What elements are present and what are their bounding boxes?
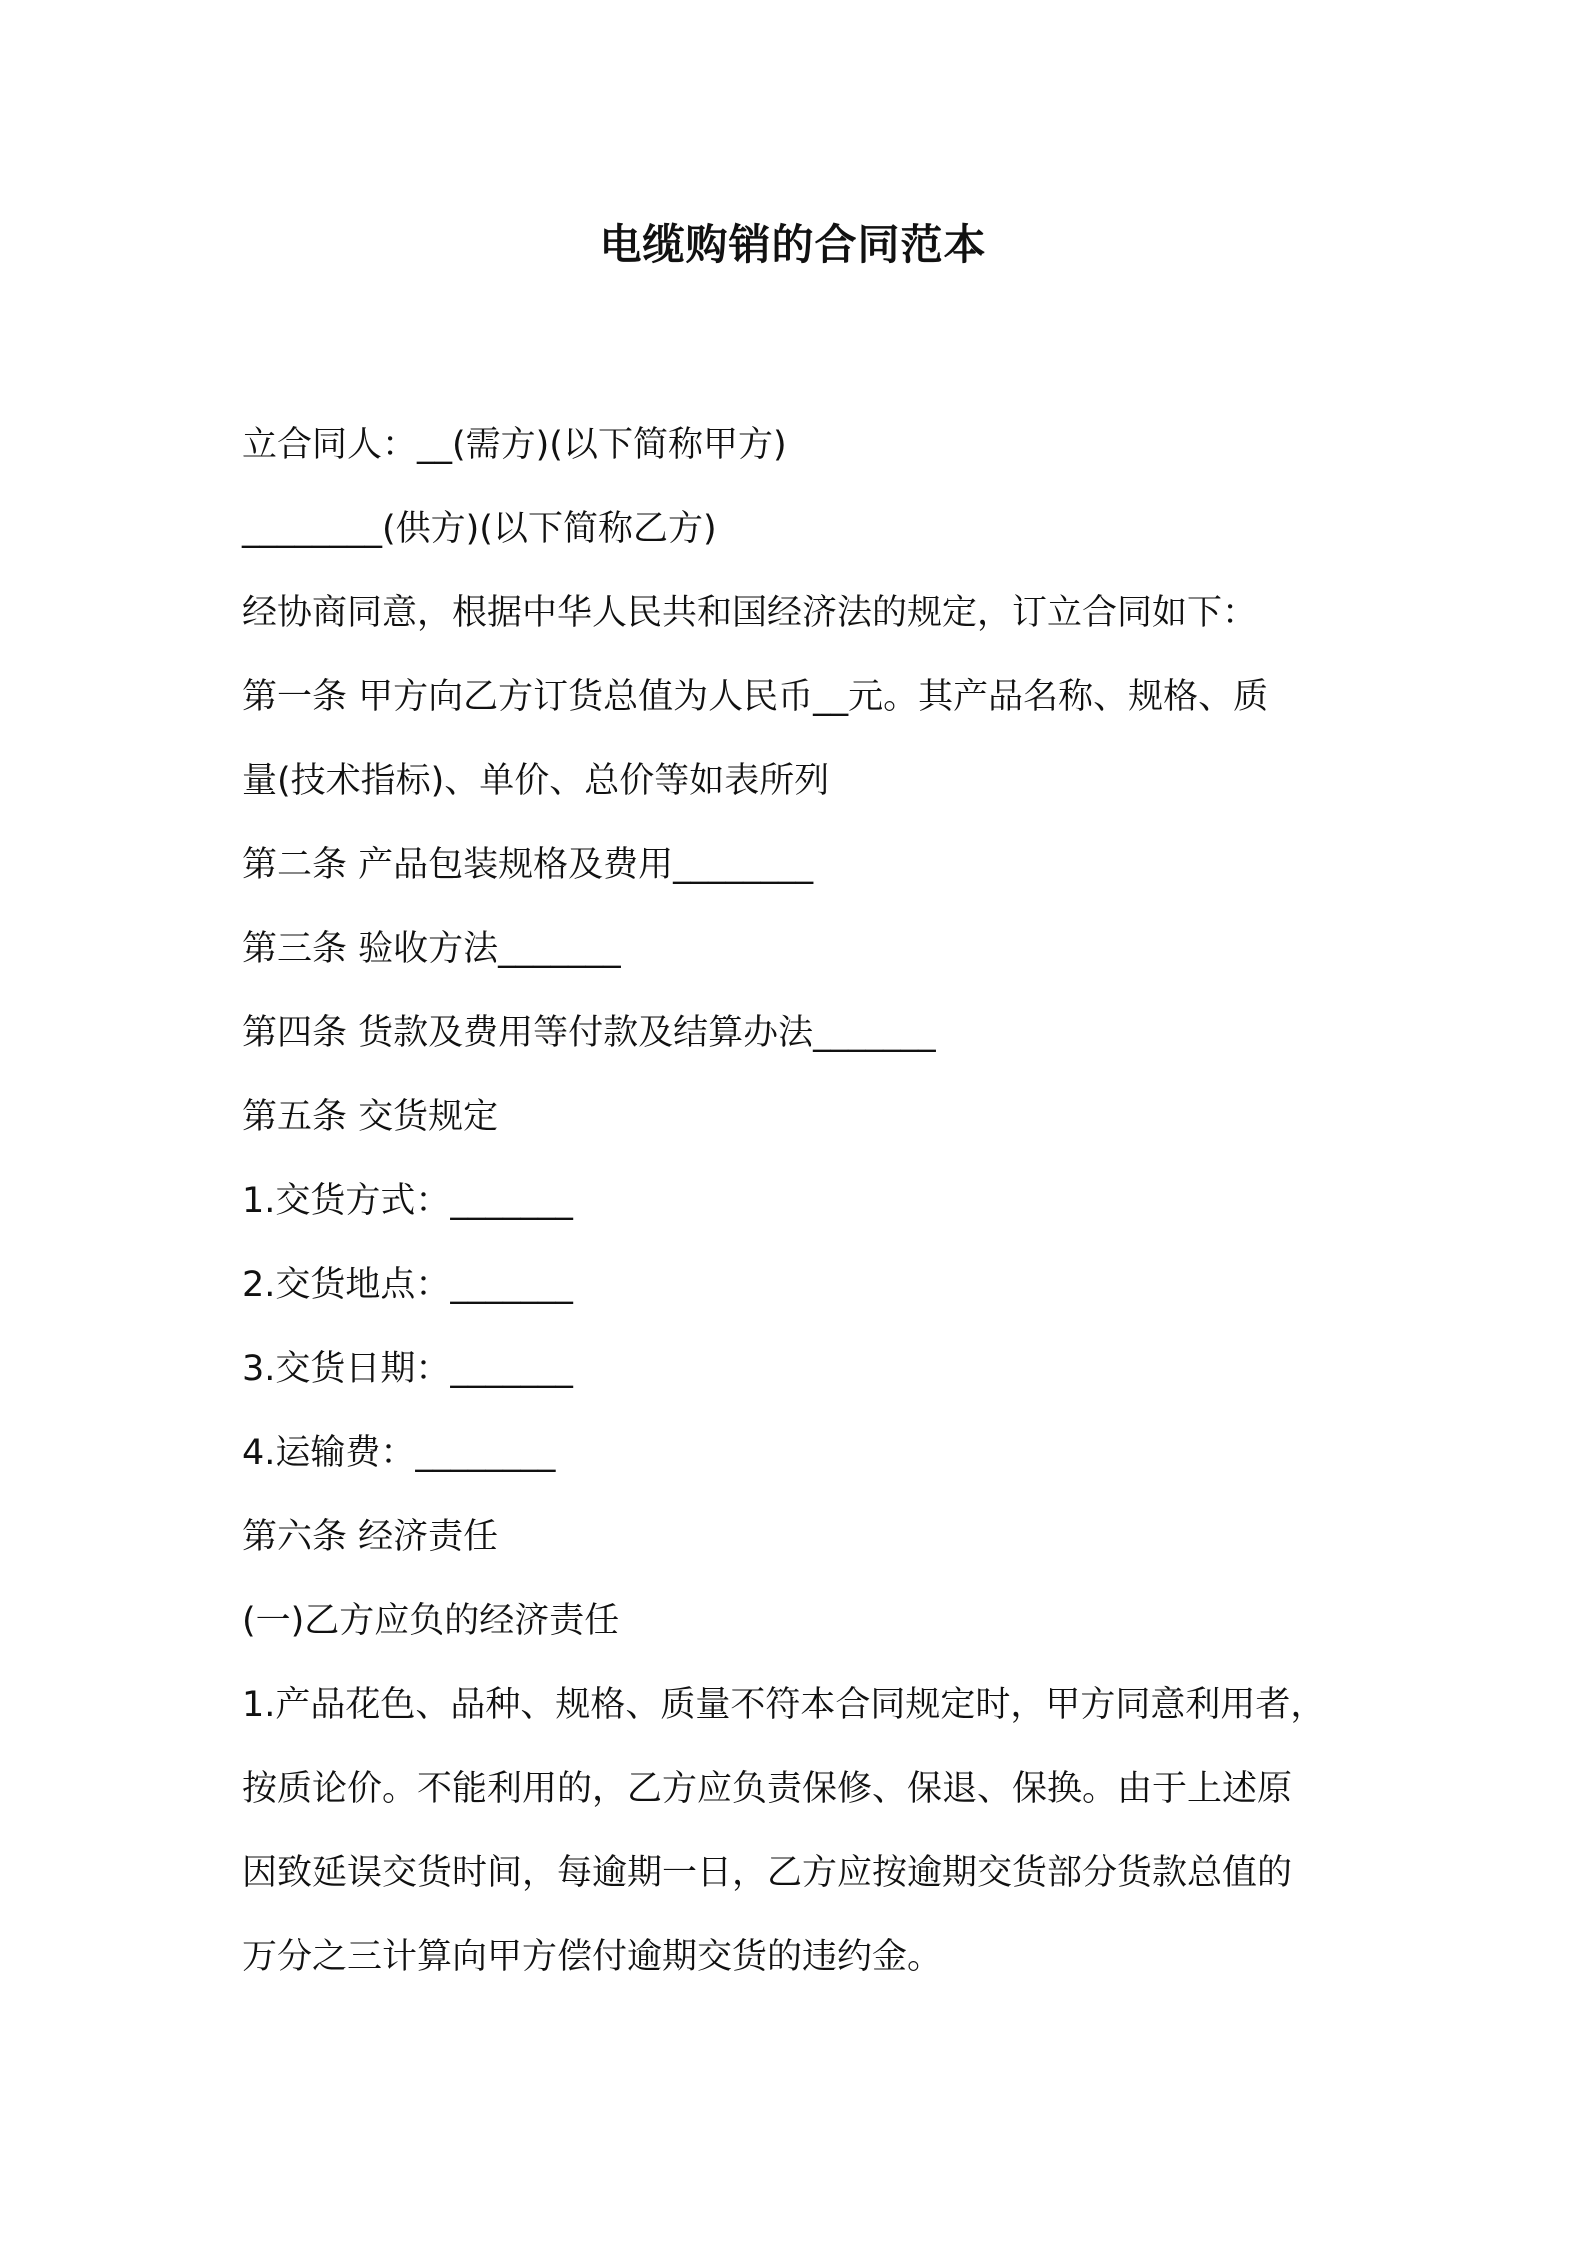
responsibility-clause-line-2: 按质论价。不能利用的，乙方应负责保修、保退、保换。由于上述原 (242, 1769, 1293, 1809)
article-6-heading: 第六条 经济责任 (242, 1517, 499, 1557)
responsibility-clause-line-1: 1.产品花色、品种、规格、质量不符本合同规定时，甲方同意利用者， (242, 1685, 1326, 1725)
article-4-line: 第四条 货款及费用等付款及结算办法_______ (242, 1013, 936, 1053)
delivery-date-line: 3.交货日期：_______ (242, 1349, 573, 1389)
article-3-line: 第三条 验收方法_______ (242, 929, 621, 969)
article-5-heading: 第五条 交货规定 (242, 1097, 499, 1137)
party-b-line: ________(供方)(以下简称乙方) (242, 509, 717, 549)
party-b-responsibility-heading: (一)乙方应负的经济责任 (242, 1601, 620, 1641)
contract-body (242, 403, 1352, 1999)
delivery-method-line: 1.交货方式：_______ (242, 1181, 573, 1221)
article-2-line: 第二条 产品包装规格及费用________ (242, 845, 814, 885)
article-1-line-2: 量(技术指标)、单价、总价等如表所列 (242, 761, 830, 801)
delivery-location-line: 2.交货地点：_______ (242, 1265, 573, 1305)
preamble-line: 经协商同意，根据中华人民共和国经济法的规定，订立合同如下： (242, 593, 1258, 633)
party-a-line: 立合同人：__(需方)(以下简称甲方) (242, 425, 787, 465)
article-1-line-1: 第一条 甲方向乙方订货总值为人民币__元。其产品名称、规格、质 (242, 677, 1269, 717)
responsibility-clause-line-3: 因致延误交货时间，每逾期一日，乙方应按逾期交货部分货款总值的 (242, 1853, 1293, 1893)
document-title: 电缆购销的合同范本 (599, 220, 987, 269)
responsibility-clause-line-4: 万分之三计算向甲方偿付逾期交货的违约金。 (242, 1937, 943, 1977)
shipping-fee-line: 4.运输费：________ (242, 1433, 556, 1473)
